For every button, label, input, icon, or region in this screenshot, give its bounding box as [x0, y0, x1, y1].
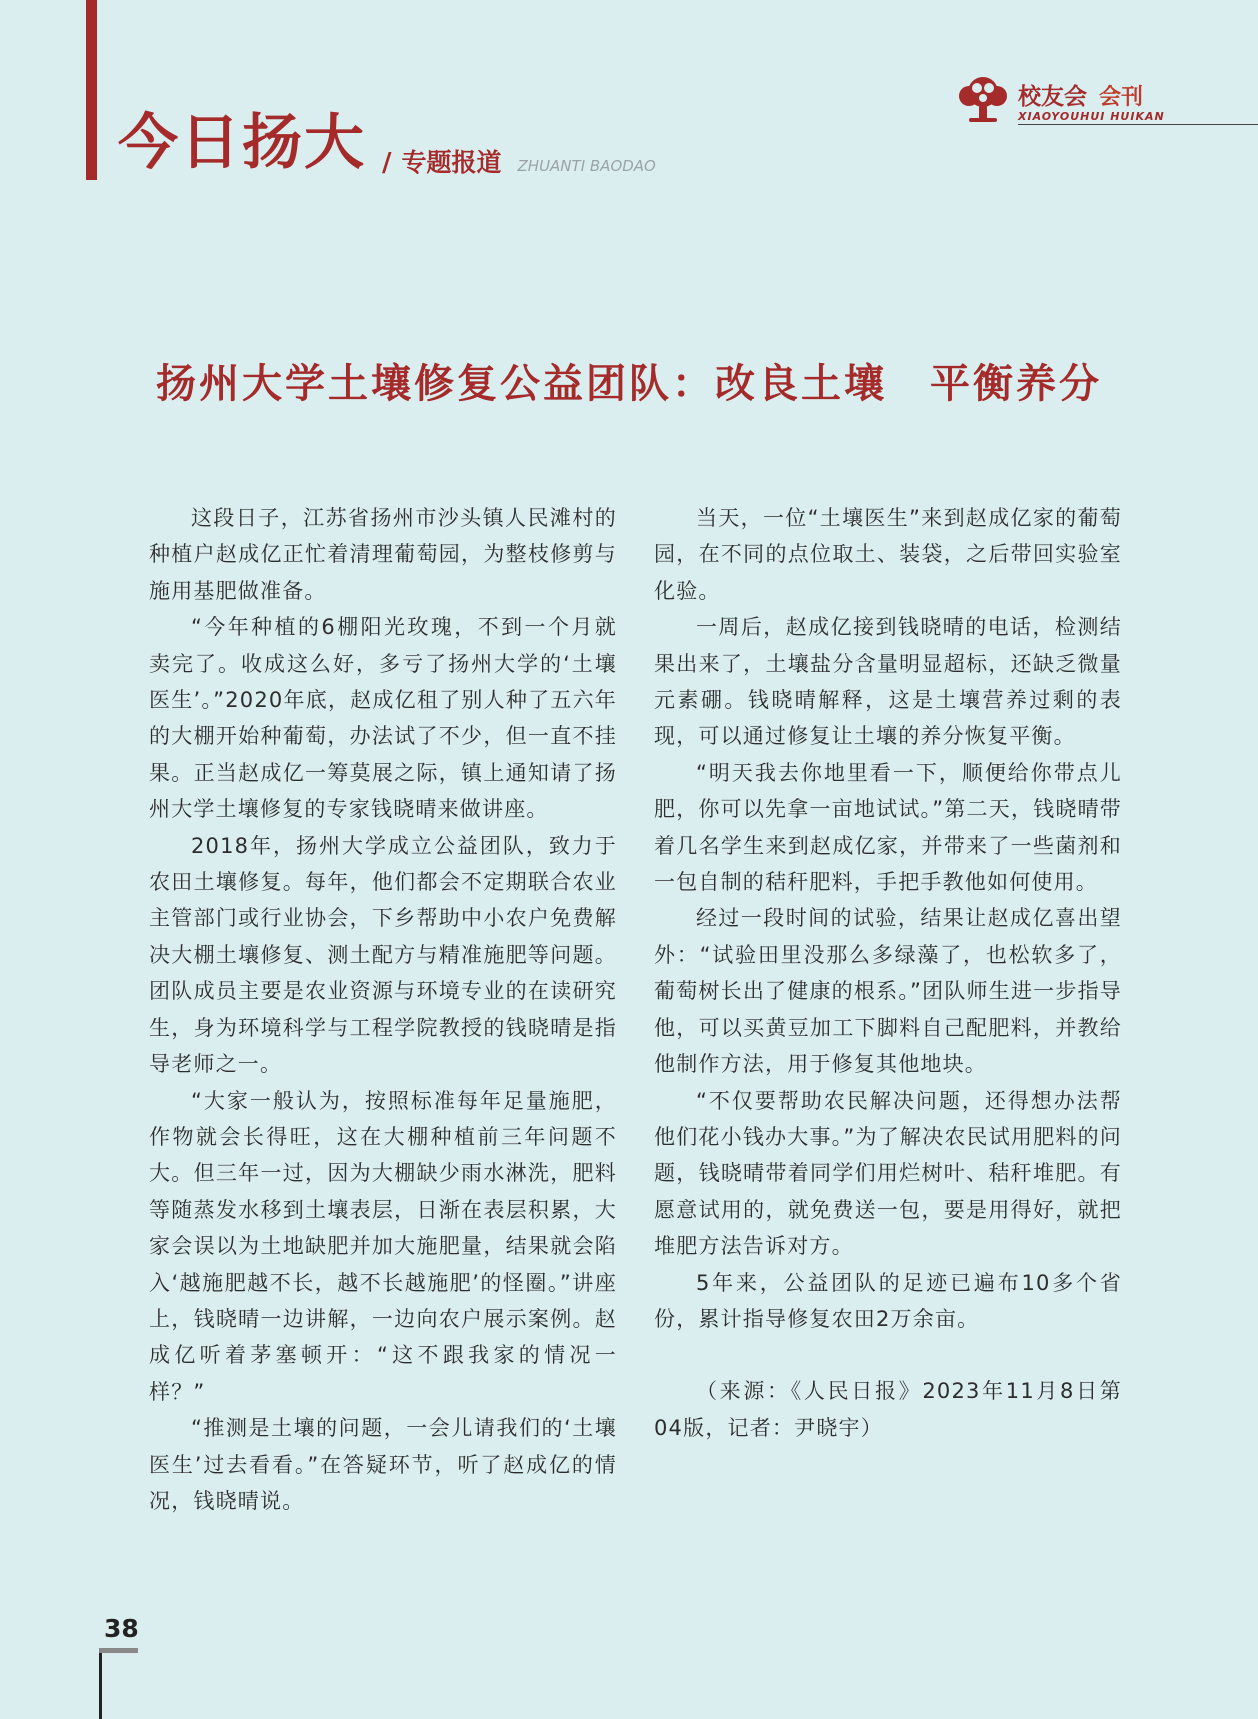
alumni-tree-logo-icon: [955, 74, 1011, 126]
page-corner-rule: [99, 1648, 102, 1719]
article-paragraph: “不仅要帮助农民解决问题，还得想办法帮他们花小钱办大事。”为了解决农民试用肥料的问题，钱晓晴带着同学们用烂树叶、秸秆堆肥。有愿意试用的，就免费送一包，要是用得好，就把堆肥方法告诉对方。: [654, 1088, 1122, 1259]
logo-name-en: XIAOYOUHUI HUIKAN: [1018, 110, 1165, 123]
section-subtitle: [382, 143, 656, 179]
article-paragraph: “今年种植的6棚阳光玫瑰，不到一个月就卖完了。收成这么好，多亏了扬州大学的‘土壤医生’。”2020年底，赵成亿租了别人种了五六年的大棚开始种葡萄，办法试了不少，但一直不挂果。正当赵成亿一筹莫展之际，镇上通知请了扬州大学土壤修复的专家钱晓晴来做讲座。: [149, 615, 617, 822]
article-source: （来源：《人民日报》2023年11月8日第04版，记者：尹晓宇）: [654, 1379, 1122, 1440]
section-title: 今日扬大: [118, 108, 366, 178]
subtitle-en: ZHUANTI BAODAO: [517, 157, 656, 175]
logo-divider: [1018, 124, 1258, 125]
article-paragraph: 2018年，扬州大学成立公益团队，致力于农田土壤修复。每年，他们都会不定期联合农业主管部门或行业协会，下乡帮助中小农户免费解决大棚土壤修复、测土配方与精准施肥等问题。团队成员主要是农业资源与环境专业的在读研究生，身为环境科学与工程学院教授的钱晓晴是指导老师之一。: [149, 833, 617, 1077]
article-paragraph: 5年来，公益团队的足迹已遍布10多个省份，累计指导修复农田2万余亩。: [654, 1270, 1122, 1331]
subtitle-slash: /: [382, 148, 392, 178]
subtitle-cn: 专题报道: [401, 148, 502, 177]
logo-name-cn: 校友会: [1018, 84, 1087, 110]
article-paragraph: 当天，一位“土壤医生”来到赵成亿家的葡萄园，在不同的点位取土、装袋，之后带回实验室化验。: [654, 506, 1122, 603]
article-column-right: [654, 500, 1122, 1446]
page-number: 38: [104, 1614, 139, 1643]
article-title: 扬州大学土壤修复公益团队：改良土壤 平衡养分: [156, 360, 1102, 407]
article-paragraph: 这段日子，江苏省扬州市沙头镇人民滩村的种植户赵成亿正忙着清理葡萄园，为整枝修剪与施用基肥做准备。: [149, 506, 617, 603]
logo-title: [1018, 78, 1143, 111]
page-corner-tab: [99, 1648, 138, 1653]
article-paragraph: 经过一段时间的试验，结果让赵成亿喜出望外：“试验田里没那么多绿藻了，也松软多了，葡萄树长出了健康的根系。”团队师生进一步指导他，可以买黄豆加工下脚料自己配肥料，并教给他制作方法，用于修复其他地块。: [654, 906, 1122, 1077]
article-paragraph: “大家一般认为，按照标准每年足量施肥，作物就会长得旺，这在大棚种植前三年问题不大。但三年一过，因为大棚缺少雨水淋洗，肥料等随蒸发水移到土壤表层，日渐在表层积累，大家会误以为土地缺肥并加大施肥量，结果就会陷入‘越施肥越不长，越不长越施肥’的怪圈。”讲座上，钱晓晴一边讲解，一边向农户展示案例。赵成亿听着茅塞顿开：“这不跟我家的情况一样？”: [149, 1088, 617, 1404]
logo-journal-cn: 会刊: [1099, 85, 1144, 110]
header-accent-bar: [86, 0, 97, 180]
article-paragraph: “推测是土壤的问题，一会儿请我们的‘土壤医生’过去看看。”在答疑环节，听了赵成亿的情况，钱晓晴说。: [149, 1416, 617, 1513]
article-paragraph: “明天我去你地里看一下，顺便给你带点儿肥，你可以先拿一亩地试试。”第二天，钱晓晴带着几名学生来到赵成亿家，并带来了一些菌剂和一包自制的秸秆肥料，手把手教他如何使用。: [654, 760, 1122, 895]
article-column-left: [149, 500, 617, 1519]
article-paragraph: 一周后，赵成亿接到钱晓晴的电话，检测结果出来了，土壤盐分含量明显超标，还缺乏微量元素硼。钱晓晴解释，这是土壤营养过剩的表现，可以通过修复让土壤的养分恢复平衡。: [654, 615, 1122, 749]
